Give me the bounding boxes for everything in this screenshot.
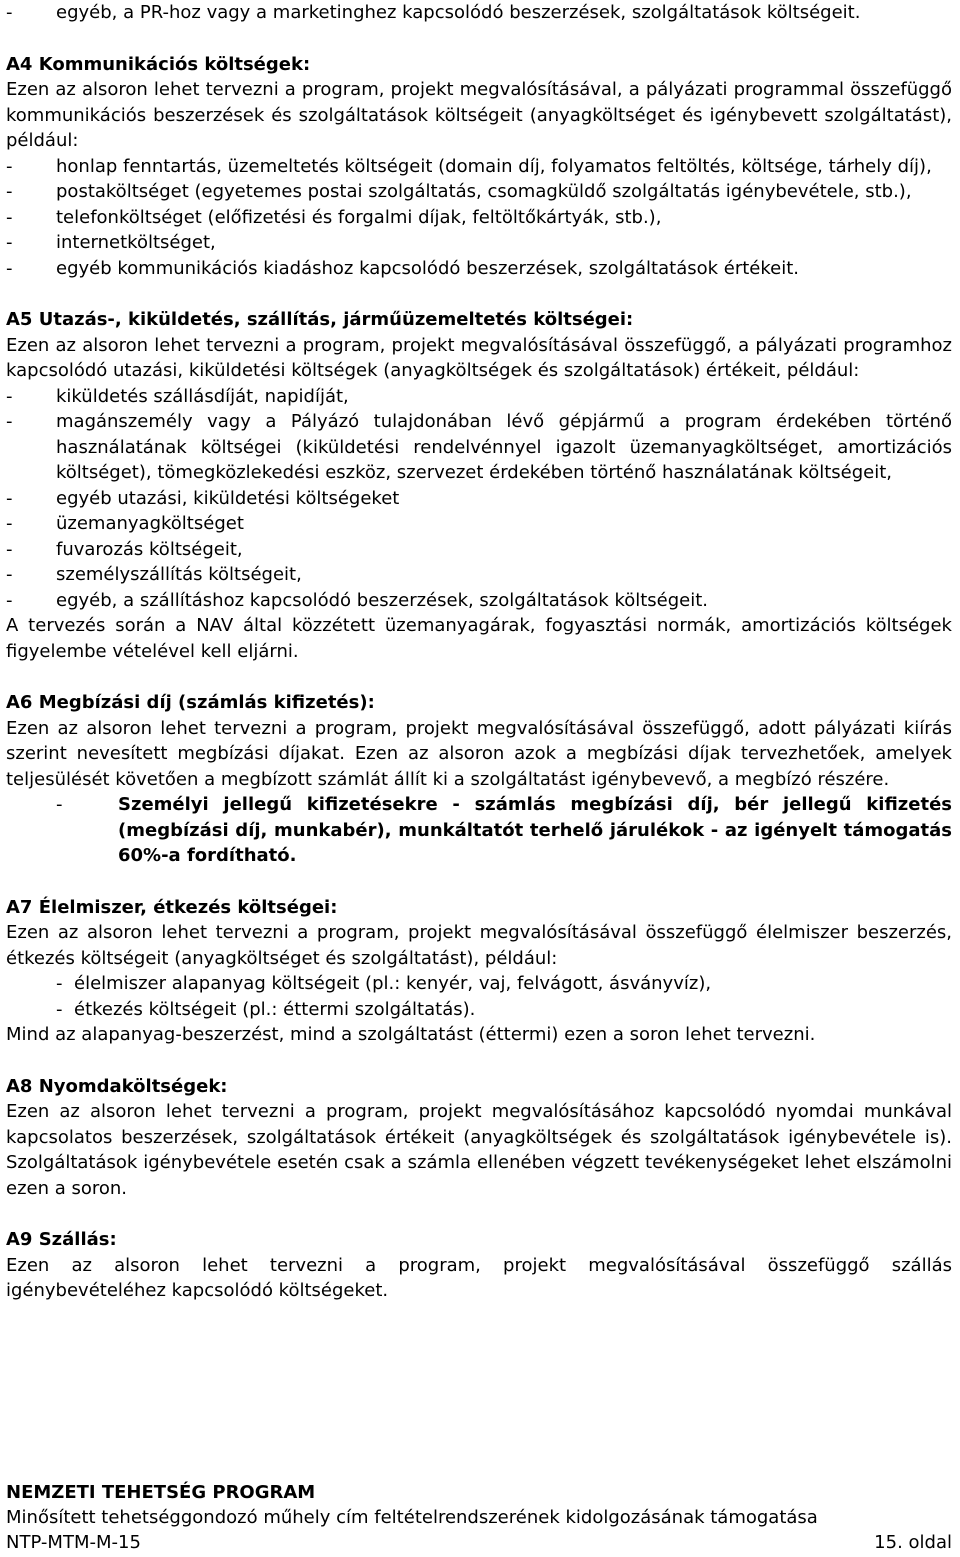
- list-item-text: étkezés költségeit (pl.: éttermi szolgáltatás).: [74, 998, 476, 1020]
- list-item: [6, 562, 952, 588]
- list-dash: -: [6, 257, 13, 279]
- section-note: Mind az alapanyag-beszerzést, mind a szolgáltatást (éttermi) ezen a soron lehet tervezni.: [6, 1024, 816, 1045]
- list-dash: -: [6, 564, 13, 585]
- list-item-text: kiküldetés szállásdíját, napidíját,: [56, 385, 349, 407]
- section-intro: Ezen az alsoron lehet tervezni a program, projekt megvalósításával összefüggő szállás igénybevételéhez kapcsolódó költségeket.: [6, 1254, 952, 1301]
- list-item-text: egyéb kommunikációs kiadáshoz kapcsolódó beszerzések, szolgáltatások értékeit.: [56, 257, 800, 279]
- list-item-text: honlap fenntartás, üzemeltetés költségeit (domain díj, folyamatos feltöltés, költsége, tárhely díj),: [56, 155, 932, 177]
- list-item: [6, 205, 952, 231]
- list-dash: -: [6, 487, 13, 509]
- list-dash: -: [6, 411, 13, 432]
- bold-list-item: [6, 792, 952, 869]
- section-heading: A5 Utazás-, kiküldetés, szállítás, járműüzemeltetés költségei:: [6, 309, 634, 330]
- list-item: [6, 179, 952, 205]
- list-dash: -: [6, 589, 13, 611]
- list-item: [6, 230, 952, 256]
- list-dash: -: [6, 2, 13, 23]
- list-item-text: postaköltséget (egyetemes postai szolgáltatás, csomagküldő szolgáltatás igénybevétele, stb.),: [56, 181, 912, 202]
- list-item: [6, 409, 952, 486]
- list-item-text: telefonköltséget (előfizetési és forgalmi díjak, feltöltőkártyák, stb.),: [56, 206, 662, 228]
- section-note: A tervezés során a NAV által közzétett üzemanyagárak, fogyasztási normák, amortizációs költségek figyelembe vételével kell eljárni.: [6, 615, 952, 662]
- list-dash: -: [6, 538, 13, 560]
- footer-code: NTP-MTM-M-15: [6, 1532, 141, 1553]
- list-item-text: egyéb utazási, kiküldetési költségeket: [56, 487, 400, 509]
- list-dash: -: [6, 181, 13, 202]
- list-item: [6, 0, 952, 26]
- list-dash: -: [6, 232, 13, 253]
- section-a7: [6, 895, 952, 1048]
- list-dash: -: [6, 385, 13, 407]
- section-heading: A7 Élelmiszer, étkezés költségei:: [6, 896, 338, 918]
- list-dash: -: [6, 155, 13, 177]
- section-heading: A9 Szállás:: [6, 1229, 117, 1250]
- list-item: [6, 588, 952, 614]
- list-dash: -: [56, 998, 63, 1020]
- list-item: [6, 537, 952, 563]
- list-item-text: fuvarozás költségeit,: [56, 538, 243, 560]
- list-dash: -: [6, 513, 13, 534]
- section-a5: [6, 307, 952, 664]
- list-item-text: személyszállítás költségeit,: [56, 564, 302, 585]
- list-dash: -: [56, 794, 63, 815]
- list-item: [6, 997, 952, 1023]
- section-a4: [6, 52, 952, 282]
- section-intro: Ezen az alsoron lehet tervezni a program, projekt megvalósításához kapcsolódó nyomdai munkával kapcsolatos beszerzések, szolgáltatások értékeit (anyagköltségek és szolgáltatások igénybevétele is). Szolgáltatások igénybevétele esetén csak a számla ellenében végzett tevékenységeket lehet elszámolni ezen a soron.: [6, 1101, 952, 1199]
- list-item-text: üzemanyagköltséget: [56, 513, 244, 534]
- footer-page-number: 15. oldal: [874, 1532, 952, 1553]
- list-item: [6, 486, 952, 512]
- list-item: [6, 511, 952, 537]
- footer-subtitle: Minősített tehetséggondozó műhely cím feltételrendszerének kidolgozásának támogatása: [6, 1507, 818, 1528]
- list-item: [6, 971, 952, 997]
- list-item-text: élelmiszer alapanyag költségeit (pl.: kenyér, vaj, felvágott, ásványvíz),: [74, 973, 712, 994]
- section-intro: Ezen az alsoron lehet tervezni a program, projekt megvalósításával összefüggő élelmiszer beszerzés, étkezés költségeit (anyagköltséget és szolgáltatást), például:: [6, 922, 952, 969]
- section-intro: Ezen az alsoron lehet tervezni a program, projekt megvalósításával, a pályázati programmal összefüggő kommunikációs beszerzések és szolgáltatások költségeit (anyagköltséget és igénybevett szolgáltatást), például:: [6, 79, 952, 151]
- list-item: [6, 256, 952, 282]
- section-a6: [6, 690, 952, 869]
- section-heading: A6 Megbízási díj (számlás kifizetés):: [6, 692, 375, 713]
- list-item-text: internetköltséget,: [56, 232, 216, 253]
- list-item-text: egyéb, a szállításhoz kapcsolódó beszerzések, szolgáltatások költségeit.: [56, 589, 709, 611]
- section-intro: Ezen az alsoron lehet tervezni a program, projekt megvalósításával összefüggő, a pályázati programhoz kapcsolódó utazási, kiküldetési költségek (anyagköltségek és szolgáltatások) értékeit, például:: [6, 334, 952, 381]
- page-footer: [6, 1480, 952, 1555]
- list-dash: -: [56, 973, 63, 994]
- list-dash: -: [6, 206, 13, 228]
- section-heading: A8 Nyomdaköltségek:: [6, 1075, 228, 1097]
- section-heading: A4 Kommunikációs költségek:: [6, 53, 311, 75]
- list-item-text: egyéb, a PR-hoz vagy a marketinghez kapcsolódó beszerzések, szolgáltatások költségeit.: [56, 2, 861, 23]
- section-a8: [6, 1074, 952, 1202]
- footer-row: [6, 1530, 952, 1555]
- bold-list-item-text: Személyi jellegű kifizetésekre - számlás megbízási díj, bér jellegű kifizetés (megbízási díj, munkabér), munkáltatót terhelő járulékok - az igényelt támogatás 60%-a fordítható.: [118, 794, 952, 866]
- section-intro: Ezen az alsoron lehet tervezni a program, projekt megvalósításával összefüggő, adott pályázati kiírás szerint nevesített megbízási díjakat. Ezen az alsoron azok a megbízási díjak tervezhetőek, amelyek teljesülését követően a megbízott számlát állít ki a szolgáltatást igénybevevő, a megbízó részére.: [6, 717, 952, 790]
- section-a9: [6, 1227, 952, 1304]
- list-item-text: magánszemély vagy a Pályázó tulajdonában lévő gépjármű a program érdekében történő használatának költségei (kiküldetési rendelvénnyel igazolt üzemanyagköltséget, amortizációs költséget), tömegközlekedési eszköz, szervezet érdekében történő használatának költségeit,: [56, 411, 952, 483]
- list-item: [6, 154, 952, 180]
- list-item: [6, 384, 952, 410]
- footer-program-title: NEMZETI TEHETSÉG PROGRAM: [6, 1482, 316, 1503]
